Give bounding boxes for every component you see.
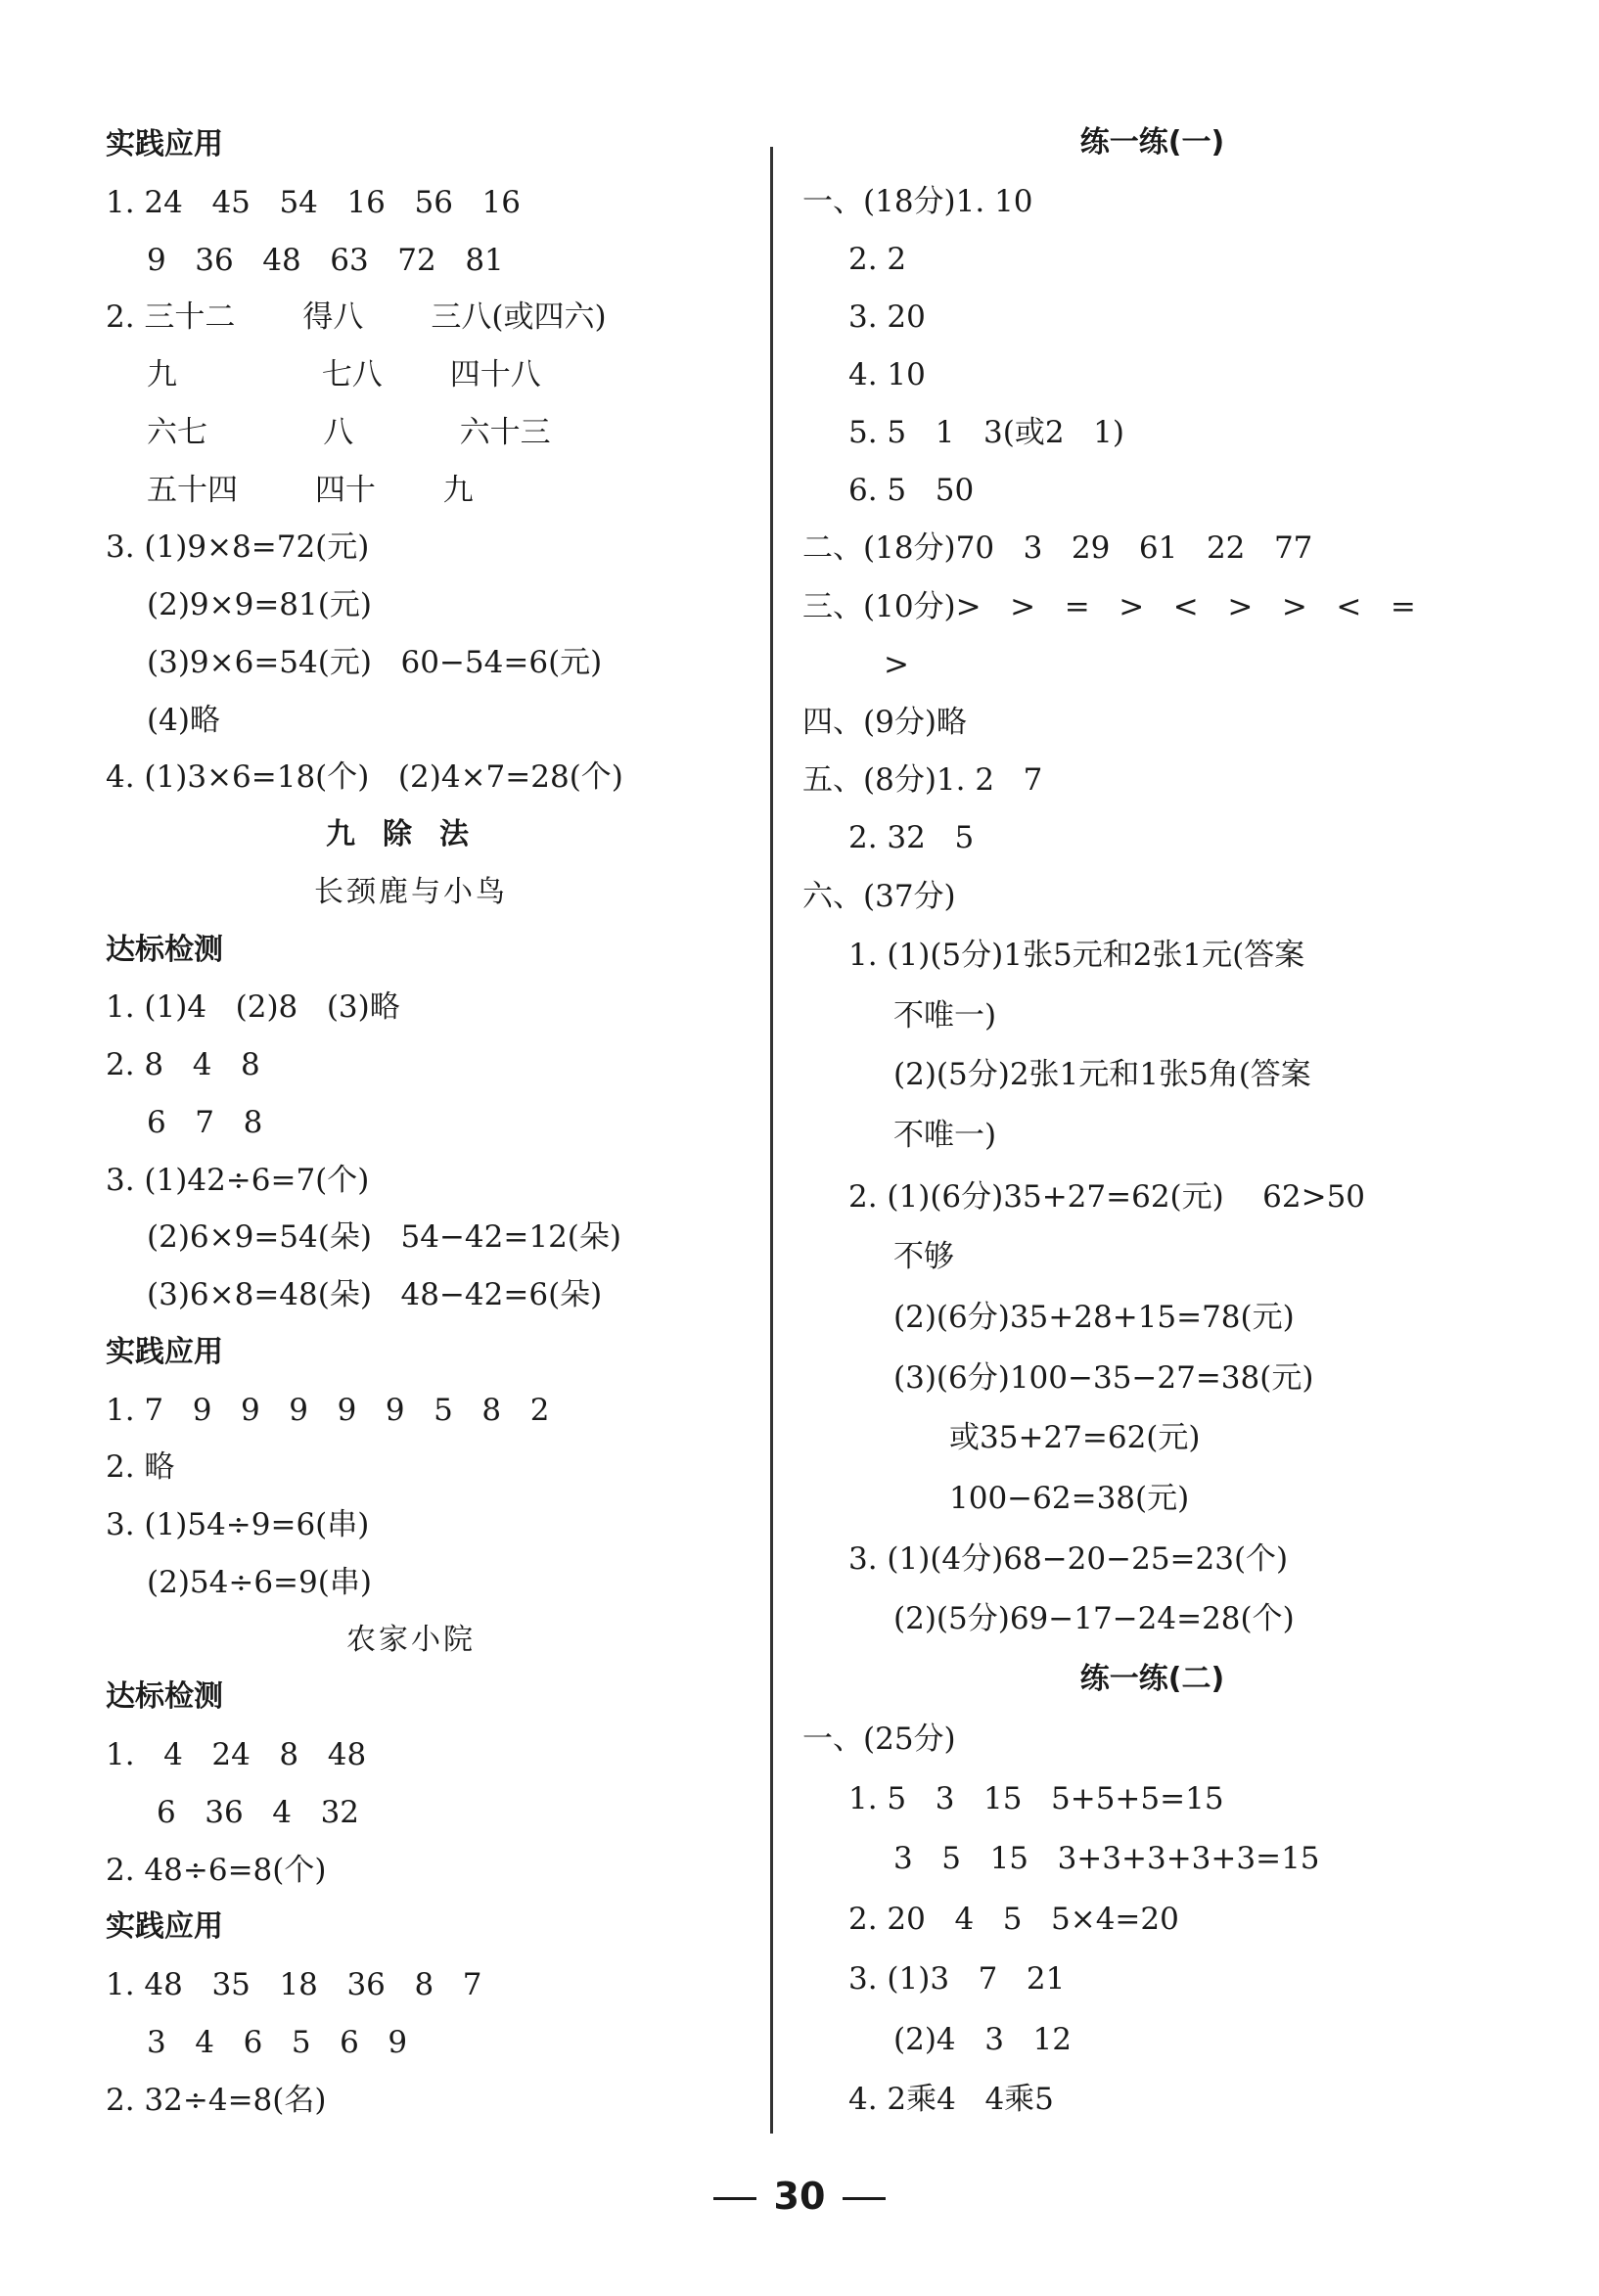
answer-line: 九 七八 四十八 xyxy=(147,357,541,392)
answer-line: (2)9×9=81(元) xyxy=(147,587,372,622)
answer-line: 四、(9分)略 xyxy=(802,705,967,740)
answer-line: 三、(10分)> > = > < > > < = xyxy=(802,589,1416,624)
answer-line: 不唯一) xyxy=(893,1118,997,1153)
answer-line: 六、(37分) xyxy=(802,879,956,914)
answer-line: 6 7 8 xyxy=(147,1105,263,1140)
answer-line: 1. 7 9 9 9 9 9 5 8 2 xyxy=(106,1393,550,1428)
answer-line: (2)6×9=54(朵) 54−42=12(朵) xyxy=(147,1219,621,1255)
answer-line: 2. 略 xyxy=(106,1449,175,1485)
answer-line: 3. (1)54÷9=6(串) xyxy=(106,1507,370,1542)
practice-title: 练一练(二) xyxy=(1079,1662,1225,1696)
page-number-footer xyxy=(0,2175,1599,2218)
answer-line: 3. (1)9×8=72(元) xyxy=(106,529,370,565)
answer-line: 1. (1)(5分)1张5元和2张1元(答案 xyxy=(848,938,1305,973)
answer-line: (2)(6分)35+28+15=78(元) xyxy=(893,1300,1295,1335)
answer-line: (3)6×8=48(朵) 48−42=6(朵) xyxy=(147,1277,603,1312)
answer-line: 3. 20 xyxy=(848,299,926,335)
section-heading: 达标检测 xyxy=(106,933,223,967)
lesson-title: 农家小院 xyxy=(346,1623,476,1657)
section-heading: 实践应用 xyxy=(106,1909,223,1944)
answer-line: 3. (1)3 7 21 xyxy=(848,1961,1066,1997)
answer-line: 100−62=38(元) xyxy=(949,1481,1190,1516)
dash-left xyxy=(713,2197,756,2200)
answer-line: 2. 48÷6=8(个) xyxy=(106,1853,327,1888)
answer-line: 3 5 15 3+3+3+3+3=15 xyxy=(893,1841,1320,1876)
answer-line: 2. 32 5 xyxy=(848,820,975,855)
answer-line: 1. (1)4 (2)8 (3)略 xyxy=(106,989,400,1025)
answer-line: 2. 2 xyxy=(848,242,907,277)
answer-line: 5. 5 1 3(或2 1) xyxy=(848,415,1124,450)
answer-line: 4. 2乘4 4乘5 xyxy=(848,2082,1054,2117)
chapter-title: 九除法 xyxy=(326,817,496,851)
answer-line: 或35+27=62(元) xyxy=(949,1420,1201,1455)
answer-line: 4. (1)3×6=18(个) (2)4×7=28(个) xyxy=(106,759,623,795)
answer-line: 1. 48 35 18 36 8 7 xyxy=(106,1967,482,2002)
answer-line: (2)(5分)2张1元和1张5角(答案 xyxy=(893,1057,1311,1092)
answer-line: 3 4 6 5 6 9 xyxy=(147,2025,408,2060)
answer-line: 1. 4 24 8 48 xyxy=(106,1737,367,1772)
section-heading: 实践应用 xyxy=(106,127,223,161)
answer-line: (3)9×6=54(元) 60−54=6(元) xyxy=(147,645,603,680)
dash-right xyxy=(843,2197,886,2200)
answer-line: 一、(18分)1. 10 xyxy=(802,184,1033,219)
answer-line: 不够 xyxy=(893,1239,954,1274)
answer-line: 2. 20 4 5 5×4=20 xyxy=(848,1902,1179,1937)
answer-line: 6 36 4 32 xyxy=(157,1795,360,1830)
column-divider xyxy=(770,147,773,2134)
answer-line: 1. 5 3 15 5+5+5=15 xyxy=(848,1781,1224,1816)
answer-line: 1. 24 45 54 16 56 16 xyxy=(106,185,521,220)
answer-line: (2)54÷6=9(串) xyxy=(147,1565,372,1600)
answer-line: 2. 8 4 8 xyxy=(106,1047,260,1082)
section-heading: 达标检测 xyxy=(106,1679,223,1714)
answer-line: 6. 5 50 xyxy=(848,473,975,508)
practice-title: 练一练(一) xyxy=(1079,125,1225,160)
section-heading: 实践应用 xyxy=(106,1335,223,1369)
answer-line: 2. (1)(6分)35+27=62(元) 62>50 xyxy=(848,1179,1366,1215)
answer-line: 4. 10 xyxy=(848,357,926,392)
right-column xyxy=(778,0,1599,2296)
page-number: 30 xyxy=(773,2175,826,2218)
answer-line: 一、(25分) xyxy=(802,1722,956,1757)
answer-line: 2. 三十二 得八 三八(或四六) xyxy=(106,299,607,335)
answer-line: (4)略 xyxy=(147,703,220,738)
answer-line: 3. (1)42÷6=7(个) xyxy=(106,1163,370,1198)
answer-line: 五十四 四十 九 xyxy=(147,473,474,508)
answer-line: (2)4 3 12 xyxy=(893,2022,1072,2057)
answer-line: 不唯一) xyxy=(893,998,997,1033)
answer-line: 3. (1)(4分)68−20−25=23(个) xyxy=(848,1541,1289,1577)
answer-line: (2)(5分)69−17−24=28(个) xyxy=(893,1601,1295,1636)
left-column xyxy=(0,0,768,2296)
answer-line: 9 36 48 63 72 81 xyxy=(147,243,504,278)
answer-line: 六七 八 六十三 xyxy=(147,415,551,450)
lesson-title: 长颈鹿与小鸟 xyxy=(314,875,508,909)
answer-line: (3)(6分)100−35−27=38(元) xyxy=(893,1360,1314,1396)
answer-line: 五、(8分)1. 2 7 xyxy=(802,762,1043,798)
answer-line: > xyxy=(884,647,909,682)
answer-line: 二、(18分)70 3 29 61 22 77 xyxy=(802,530,1313,566)
answer-line: 2. 32÷4=8(名) xyxy=(106,2083,327,2118)
